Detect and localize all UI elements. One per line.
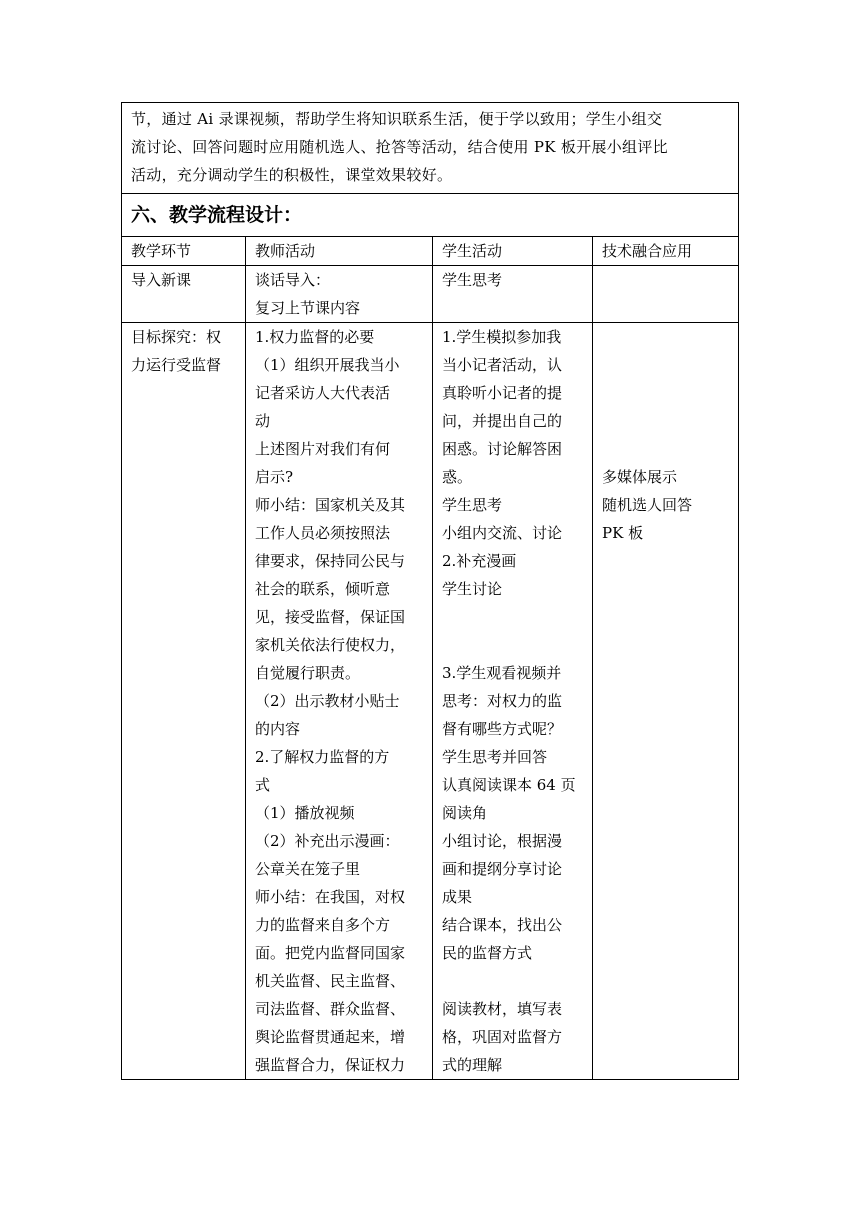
document-page <box>121 102 738 1080</box>
cell-line: 1.权力监督的必要 <box>255 328 375 346</box>
header-teacher: 教师活动 <box>246 237 433 266</box>
cell-line: 当小记者活动，认 <box>442 356 563 374</box>
cell-line: 1.学生模拟参加我 <box>442 328 562 346</box>
cell-line: 思考：对权力的监 <box>442 692 563 710</box>
cell-line: 师小结：国家机关及其 <box>255 496 406 514</box>
cell-line: 机关监督、民主监督、 <box>255 972 406 990</box>
cell-line: 舆论监督贯通起来，增 <box>255 1028 406 1046</box>
table-row <box>122 266 739 323</box>
cell-line: 2.补充漫画 <box>442 552 517 570</box>
cell-line: 学生思考 <box>442 271 503 289</box>
cell-line: 阅读教材，填写表 <box>442 1000 563 1018</box>
cell-line: 上述图片对我们有何 <box>255 440 391 458</box>
table-row <box>122 323 739 1080</box>
row2-stage <box>122 323 246 1080</box>
cell-line: 随机选人回答 <box>602 496 693 514</box>
cell-line: 式的理解 <box>442 1056 503 1074</box>
cell-line: 阅读角 <box>442 804 488 822</box>
cell-line: 社会的联系，倾听意 <box>255 580 391 598</box>
cell-line <box>442 631 588 659</box>
cell-line: （1）播放视频 <box>255 804 355 822</box>
cell-line: 2.了解权力监督的方 <box>255 748 390 766</box>
cell-line: 导入新课 <box>131 271 192 289</box>
cell-line: 困惑。讨论解答困 <box>442 440 563 458</box>
cell-line: 启示? <box>255 468 294 486</box>
cell-line: 见，接受监督，保证国 <box>255 608 406 626</box>
header-tech: 技术融合应用 <box>593 237 739 266</box>
cell-line: 谈话导入： <box>255 271 331 289</box>
cell-line: 的内容 <box>255 720 301 738</box>
cell-line: 力运行受监督 <box>131 356 222 374</box>
cell-line: 学生讨论 <box>442 580 503 598</box>
lesson-plan-table <box>121 102 739 1080</box>
cell-line: 公章关在笼子里 <box>255 860 361 878</box>
cell-line: 记者采访人大代表活 <box>255 384 391 402</box>
cell-line: 律要求，保持同公民与 <box>255 552 406 570</box>
row2-tech <box>593 323 739 1080</box>
cell-line: 画和提纲分享讨论 <box>442 860 563 878</box>
cell-line: 面。把党内监督同国家 <box>255 944 406 962</box>
cell-line: 成果 <box>442 888 473 906</box>
cell-line: 3.学生观看视频并 <box>442 664 562 682</box>
cell-line: 多媒体展示 <box>602 468 678 486</box>
cell-line <box>442 603 588 631</box>
cell-line: 督有哪些方式呢？ <box>442 720 563 738</box>
row1-tech <box>593 266 739 323</box>
section-title: 六、教学流程设计： <box>122 194 739 237</box>
cell-line: （2）出示教材小贴士 <box>255 692 400 710</box>
cell-line: 师小结：在我国，对权 <box>255 888 406 906</box>
section-row <box>122 194 739 237</box>
cell-line: 民的监督方式 <box>442 944 533 962</box>
cell-line: 力的监督来自多个方 <box>255 916 391 934</box>
row1-stage <box>122 266 246 323</box>
cell-line: 问，并提出自己的 <box>442 412 563 430</box>
cell-line: 学生思考并回答 <box>442 748 548 766</box>
intro-line: 节，通过 Ai 录课视频，帮助学生将知识联系生活，便于学以致用；学生小组交 <box>131 110 663 128</box>
cell-line: 学生思考 <box>442 496 503 514</box>
header-student: 学生活动 <box>433 237 593 266</box>
intro-line: 活动，充分调动学生的积极性，课堂效果较好。 <box>131 166 453 184</box>
cell-line <box>442 967 588 995</box>
cell-line: 工作人员必须按照法 <box>255 524 391 542</box>
row2-student <box>433 323 593 1080</box>
cell-line: 强监督合力，保证权力 <box>255 1056 406 1074</box>
row2-teacher <box>246 323 433 1080</box>
header-stage: 教学环节 <box>122 237 246 266</box>
header-row <box>122 237 739 266</box>
cell-line: 家机关依法行使权力， <box>255 636 406 654</box>
row1-teacher <box>246 266 433 323</box>
cell-line: 认真阅读课本 64 页 <box>442 776 576 794</box>
cell-line: 结合课本，找出公 <box>442 916 563 934</box>
cell-line: 惑。 <box>442 468 473 486</box>
cell-line: 自觉履行职责。 <box>255 664 361 682</box>
cell-line: （2）补充出示漫画： <box>255 832 400 850</box>
intro-paragraph <box>122 103 739 194</box>
intro-line: 流讨论、回答问题时应用随机选人、抢答等活动，结合使用 PK 板开展小组评比 <box>131 138 668 156</box>
intro-row <box>122 103 739 194</box>
cell-line: 复习上节课内容 <box>255 299 361 317</box>
cell-line: PK 板 <box>602 524 644 542</box>
cell-line: 小组讨论，根据漫 <box>442 832 563 850</box>
cell-line: 司法监督、群众监督、 <box>255 1000 406 1018</box>
cell-line: 小组内交流、讨论 <box>442 524 563 542</box>
cell-line: 动 <box>255 412 271 430</box>
cell-line: 目标探究：权 <box>131 328 222 346</box>
cell-line: 式 <box>255 776 271 794</box>
row1-student <box>433 266 593 323</box>
cell-line: （1）组织开展我当小 <box>255 356 400 374</box>
cell-line: 真聆听小记者的提 <box>442 384 563 402</box>
cell-line: 格，巩固对监督方 <box>442 1028 563 1046</box>
